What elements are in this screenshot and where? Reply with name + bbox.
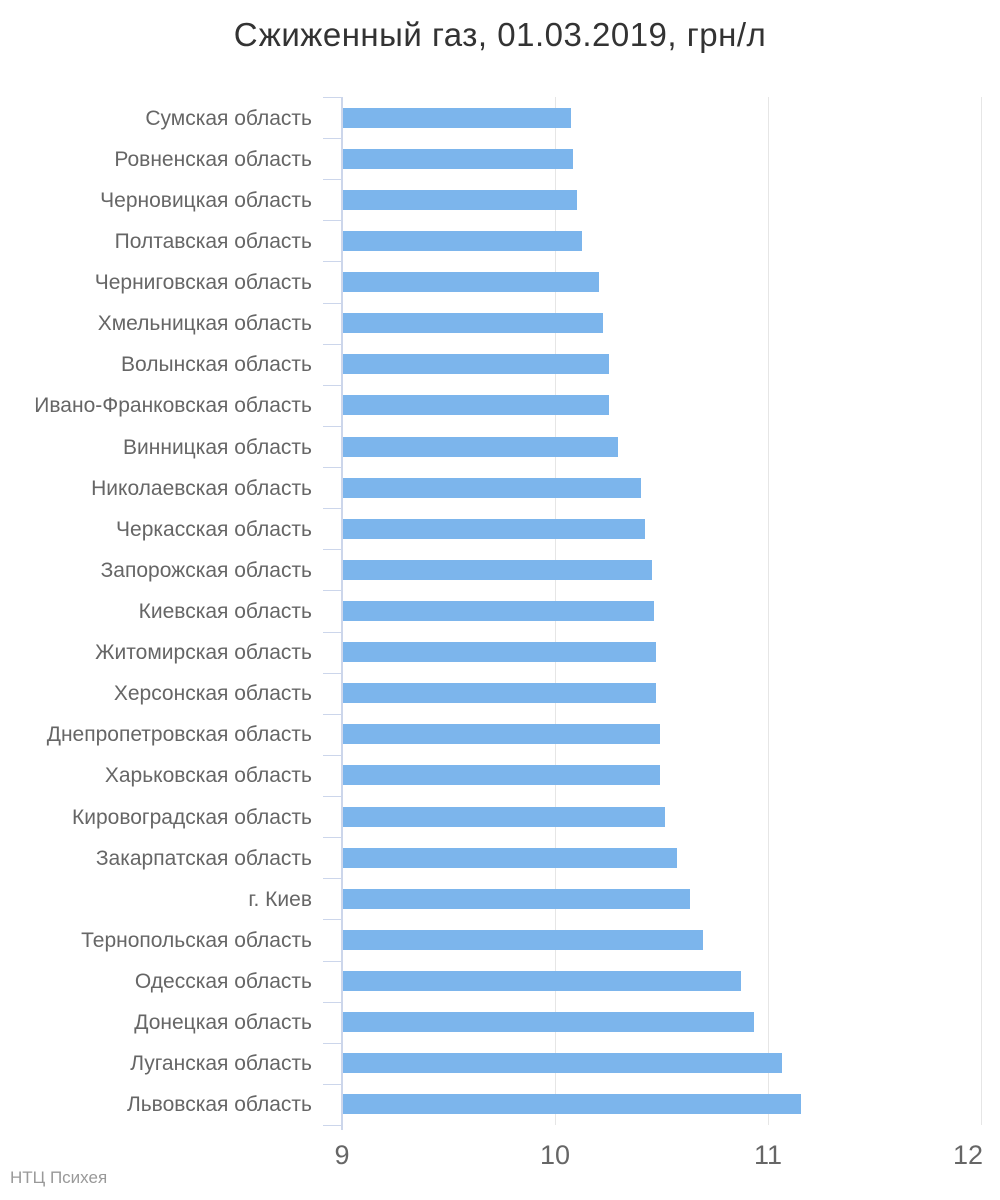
category-label: Черновицкая область <box>100 188 312 212</box>
category-label: Киевская область <box>138 600 312 623</box>
category-label: Одесская область <box>134 970 312 994</box>
axis-tick <box>323 714 341 715</box>
category-label: г. Киев <box>248 887 312 911</box>
x-axis-tick-label: 11 <box>753 1140 783 1170</box>
bar[interactable] <box>343 190 577 210</box>
axis-tick <box>323 138 341 139</box>
category-label: Черниговская область <box>94 271 312 295</box>
category-label: Винницкая область <box>123 435 312 459</box>
axis-tick <box>323 1043 341 1044</box>
category-label: Херсонская область <box>113 682 312 706</box>
bar[interactable] <box>343 313 603 333</box>
gridline <box>768 97 769 1125</box>
axis-tick <box>323 1125 341 1126</box>
axis-tick <box>323 673 341 674</box>
category-label: Сумская область <box>145 106 312 130</box>
axis-tick <box>323 632 341 633</box>
bar[interactable] <box>343 478 641 498</box>
category-label: Днепропетровская область <box>46 723 312 747</box>
axis-tick <box>323 508 341 509</box>
category-label: Волынская область <box>121 353 312 377</box>
axis-tick <box>323 344 341 345</box>
axis-tick <box>323 179 341 180</box>
bar[interactable] <box>343 149 573 169</box>
category-label: Тернопольская область <box>81 928 312 952</box>
bar[interactable] <box>343 108 571 128</box>
bar[interactable] <box>343 930 703 950</box>
category-label: Харьковская область <box>104 764 312 788</box>
axis-tick <box>323 1084 341 1085</box>
bar[interactable] <box>343 1053 782 1073</box>
category-label: Хмельницкая область <box>97 312 312 336</box>
bar[interactable] <box>343 1094 801 1114</box>
x-axis-tick-label: 10 <box>539 1140 571 1170</box>
x-axis-tick-label: 12 <box>952 1140 984 1170</box>
category-label: Житомирская область <box>95 641 312 665</box>
axis-tick <box>323 796 341 797</box>
category-label: Кировоградская область <box>72 805 312 829</box>
axis-tick <box>323 426 341 427</box>
axis-tick <box>323 303 341 304</box>
bar[interactable] <box>343 560 652 580</box>
bar[interactable] <box>343 1012 754 1032</box>
axis-tick <box>323 878 341 879</box>
category-label: Ивано-Франковская область <box>34 394 312 418</box>
axis-tick <box>323 590 341 591</box>
bar[interactable] <box>343 807 665 827</box>
axis-tick <box>323 961 341 962</box>
category-label: Закарпатская область <box>95 846 312 870</box>
bar[interactable] <box>343 272 599 292</box>
bar[interactable] <box>343 642 656 662</box>
bar[interactable] <box>343 395 609 415</box>
category-label: Полтавская область <box>114 229 312 253</box>
category-label: Донецкая область <box>134 1011 312 1035</box>
axis-tick <box>323 837 341 838</box>
bar[interactable] <box>343 765 660 785</box>
bar[interactable] <box>343 231 582 251</box>
category-label: Львовская область <box>126 1093 312 1117</box>
credit-label: НТЦ Психея <box>10 1168 108 1187</box>
gridline <box>981 97 982 1125</box>
category-label: Николаевская область <box>91 476 312 500</box>
axis-tick <box>323 261 341 262</box>
category-label: Черкасская область <box>116 517 312 541</box>
category-label: Луганская область <box>130 1052 312 1076</box>
bar[interactable] <box>343 519 645 539</box>
axis-tick <box>323 919 341 920</box>
axis-tick <box>323 549 341 550</box>
bar[interactable] <box>343 724 660 744</box>
bar[interactable] <box>343 971 741 991</box>
axis-tick <box>323 220 341 221</box>
axis-tick <box>323 755 341 756</box>
axis-tick <box>323 467 341 468</box>
bar[interactable] <box>343 354 609 374</box>
bar[interactable] <box>343 683 656 703</box>
bar[interactable] <box>343 437 618 457</box>
bar[interactable] <box>343 601 654 621</box>
category-label: Запорожская область <box>100 558 312 582</box>
x-axis-tick-label: 9 <box>334 1140 350 1170</box>
axis-tick <box>323 1002 341 1003</box>
category-label: Ровненская область <box>114 147 312 171</box>
chart-title: Сжиженный газ, 01.03.2019, грн/л <box>233 16 767 53</box>
bar[interactable] <box>343 889 690 909</box>
axis-tick <box>323 385 341 386</box>
axis-tick <box>323 97 341 98</box>
bar[interactable] <box>343 848 677 868</box>
